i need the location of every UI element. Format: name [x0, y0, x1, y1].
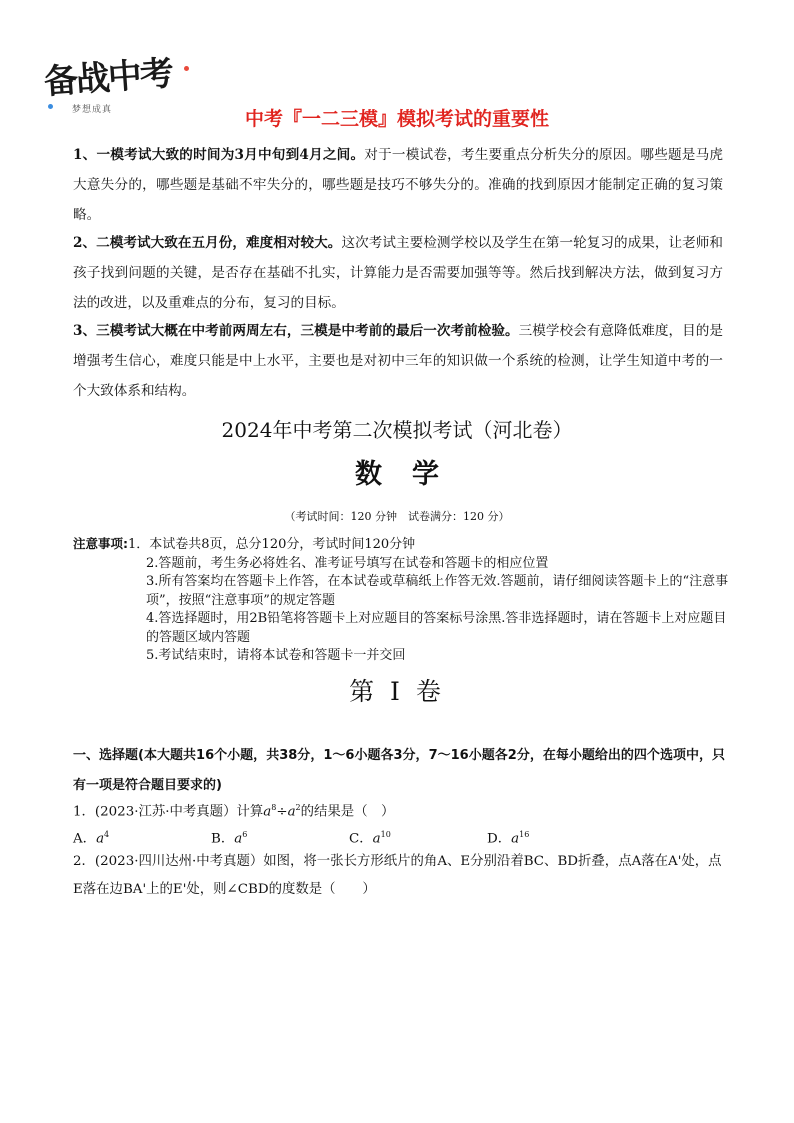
intro-p1-body: 对于一模试卷，考生要重点分析失分的原因。哪些题是马虎大意失分的，哪些题是基础不牢失分的，哪些题是技巧不够失分的。准确的找到原因才能制定正确的复习策略。 [73, 147, 724, 223]
option-letter: A． [73, 831, 97, 847]
option-base: a [96, 831, 105, 847]
exam-subject: 数学 [355, 459, 469, 490]
intro-paragraph-3 [73, 316, 723, 406]
option-exp: 6 [242, 830, 248, 839]
notice-item-4: 4.答选择题时，用2B铅笔将答题卡上对应题目的答案标号涂黑.答非选择题时，请在答题卡上对应题目的答题区域内答题 [146, 611, 727, 645]
q1-exp-2: 2 [295, 803, 301, 812]
logo-subtext: 梦想成真 [72, 105, 113, 115]
option-letter: B． [211, 831, 235, 847]
q1-exp-1: 8 [271, 803, 277, 812]
option-exp: 4 [104, 830, 110, 839]
option-base: a [372, 831, 381, 847]
notice-item-1: 1．本试卷共8页，总分120分，考试时间120分钟 [128, 537, 416, 552]
intro-p1-lead: 1、一模考试大致的时间为3月中旬到4月之间。 [73, 147, 365, 163]
intro-p2-lead: 2、二模考试大致在五月份，难度相对较大。 [73, 235, 342, 251]
q1-op: ÷ [276, 804, 288, 820]
option-base: a [511, 831, 520, 847]
exam-time-info: （考试时间：120 分钟 试卷满分：120 分） [284, 510, 510, 523]
option-exp: 10 [380, 830, 391, 839]
notice-item-2: 2.答题前，考生务必将姓名、准考证号填写在试卷和答题卡的相应位置 [146, 555, 549, 571]
question-1 [73, 795, 725, 825]
option-letter: C． [349, 831, 373, 847]
logo-dot-icon [184, 66, 189, 71]
intro-title: 中考『一二三模』模拟考试的重要性 [244, 108, 549, 130]
intro-p2-body: 这次考试主要检测学校以及学生在第一轮复习的成果，让老师和孩子找到问题的关键，是否存在基础不扎实，计算能力是否需要加强等等。然后找到解决方法，做到复习方法的改进，以及重难点的分布，复习的目标。 [73, 235, 723, 311]
option-base: a [234, 831, 243, 847]
notice-item-3: 3.所有答案均在答题卡上作答，在本试卷或草稿纸上作答无效.答题前，请仔细阅读答题卡上的“注意事项”，按照“注意事项”的规定答题 [146, 574, 729, 608]
q1-base-2: a [287, 804, 296, 820]
logo-text: 备战中考 [42, 53, 174, 103]
exam-title: 2024年中考第二次模拟考试（河北卷） [221, 418, 573, 442]
section-heading: 一、选择题(本大题共16个小题，共38分，1～6小题各3分，7～16小题各2分，在每小题给出的四个选项中，只有一项是符合题目要求的) [73, 748, 725, 793]
intro-paragraph-1 [73, 140, 723, 230]
intro-paragraph-2 [73, 228, 723, 318]
notice-label: 注意事项: [73, 536, 128, 551]
option-exp: 16 [519, 830, 530, 839]
q1-suffix: 的结果是（ ） [300, 804, 395, 820]
q1-prefix: 1．(2023·江苏·中考真题）计算 [73, 804, 264, 820]
notice-block [73, 535, 733, 666]
q1-base-1: a [263, 804, 272, 820]
intro-p3-lead: 3、三模考试大概在中考前两周左右，三模是中考前的最后一次考前检验。 [73, 323, 519, 339]
notice-item-5: 5.考试结束时，请将本试卷和答题卡一并交回 [146, 648, 406, 663]
q1-options [73, 822, 725, 848]
question-2: 2．(2023·四川达州·中考真题）如图，将一张长方形纸片的角A、E分别沿着BC、BD折叠，点A落在A'处，点E落在边BA'上的E'处，则∠CBD的度数是（ ） [73, 854, 722, 897]
intro-p3-body: 三模学校会有意降低难度，目的是增强考生信心，难度只能是中上水平，主要也是对初中三年的知识做一个系统的检测，让学生知道中考的一个大致体系和结构。 [73, 323, 723, 399]
volume-heading: 第 I 卷 [349, 677, 445, 706]
option-letter: D． [487, 831, 512, 847]
